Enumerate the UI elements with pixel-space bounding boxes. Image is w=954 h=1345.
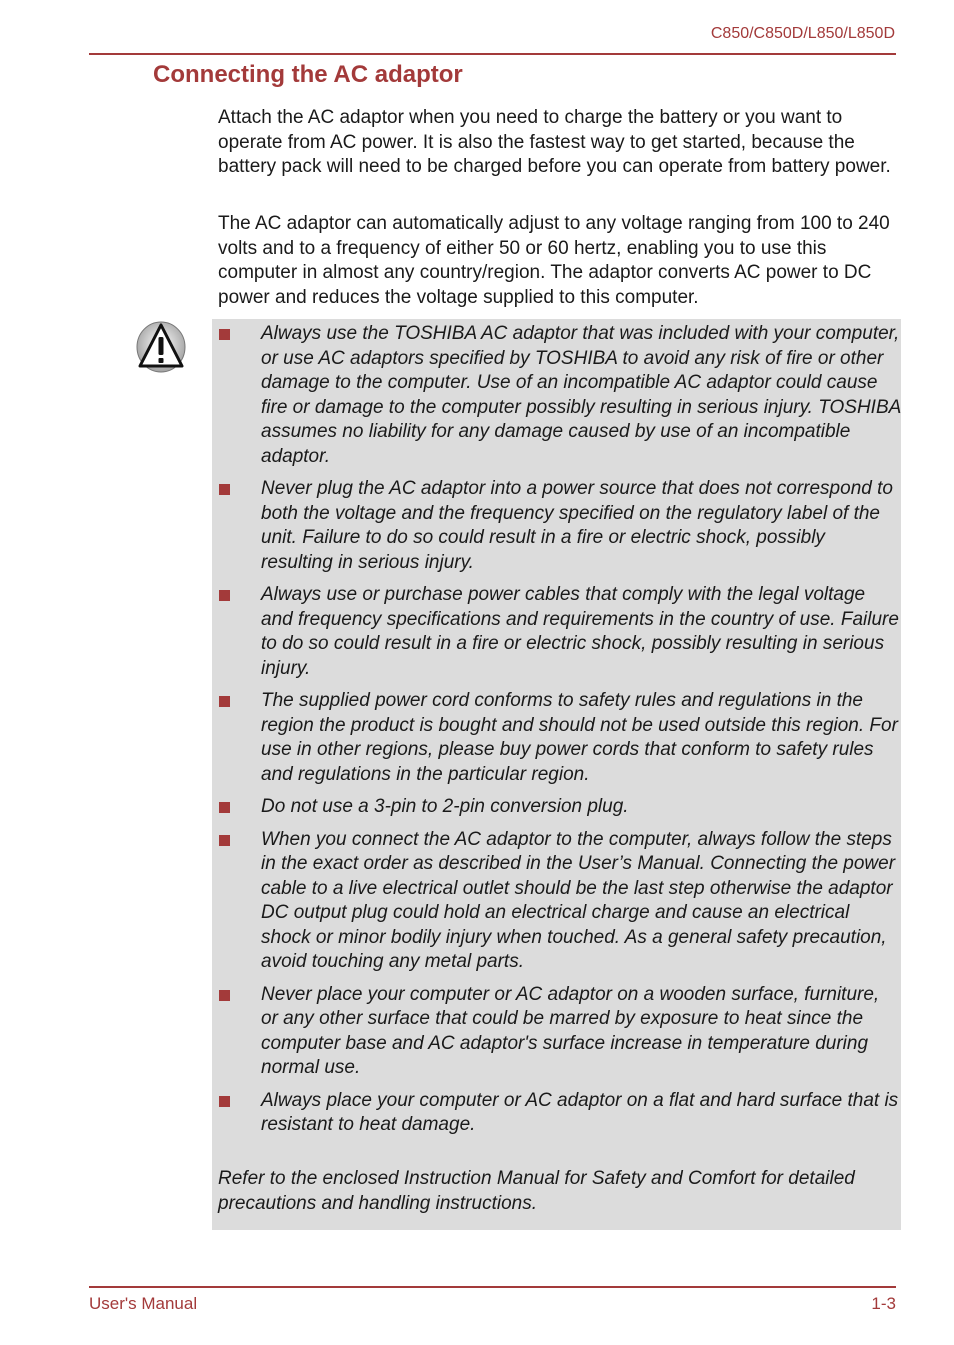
notice-item-text: When you connect the AC adaptor to the computer, always follow the steps in the exact order as described in the User’s Manual. Connecting the power cable to a live electrical outlet should be the last step otherwise the adaptor DC output plug could hold an electrical charge and cause an electrical shock or minor bodily injury when touched. As a general safety precaution, avoid touching any metal parts. — [261, 828, 896, 972]
bullet-square-icon — [219, 590, 230, 601]
intro-paragraph-1 — [218, 106, 898, 188]
footer-rule — [89, 1286, 896, 1288]
header-model-text: C850/C850D/L850/L850D — [710, 25, 895, 42]
section-title: Connecting the AC adaptor — [153, 61, 463, 88]
list-item — [212, 322, 901, 469]
paragraph-text: The AC adaptor can automatically adjust to any voltage ranging from 100 to 240 volts and to a frequency of either 50 or 60 hertz, enabling you to use this computer in almost any country/region. The adaptor converts AC power to DC power and reduces the voltage supplied to this computer. — [218, 213, 890, 308]
safety-notice-list — [212, 322, 901, 1146]
paragraph-text: Attach the AC adaptor when you need to charge the battery or you want to operate from AC power. It is also the fastest way to get started, because the battery pack will need to be charged before you can operate from battery power. — [218, 107, 891, 177]
notice-item-text: The supplied power cord conforms to safety rules and regulations in the region the product is bought and should not be used outside this region. For use in other regions, please buy power cords that conform to safety rules and regulations in the particular region. — [261, 690, 898, 785]
notice-item-text: Never place your computer or AC adaptor on a wooden surface, furniture, or any other surface that could be marred by exposure to heat since the computer base and AC adaptor's surface increase in temperature during normal use. — [261, 983, 880, 1078]
list-item — [212, 583, 901, 681]
notice-item-text: Always use the TOSHIBA AC adaptor that was included with your computer, or use AC adaptors specified by TOSHIBA to avoid any risk of fire or other damage to the computer. Use of an incompatible AC adaptor could cause fire or damage to the computer possibly resulting in serious injury. TOSHIBA assumes no liability for any damage caused by use of an incompatible adaptor. — [261, 323, 901, 467]
list-item — [212, 1089, 901, 1138]
list-item — [212, 983, 901, 1081]
bullet-square-icon — [219, 329, 230, 340]
list-item — [212, 477, 901, 575]
list-item — [212, 828, 901, 975]
warning-triangle-icon — [136, 320, 186, 374]
bullet-square-icon — [219, 1096, 230, 1107]
bullet-square-icon — [219, 802, 230, 813]
footer-manual-title: User's Manual — [89, 1294, 198, 1313]
bullet-square-icon — [219, 990, 230, 1001]
notice-item-text: Always use or purchase power cables that comply with the legal voltage and frequency specifications and requirements in the country of use. Failure to do so could result in a fire or electric shock, possibly resulting in serious injury. — [261, 584, 899, 679]
notice-item-text: Do not use a 3-pin to 2-pin conversion plug. — [261, 796, 629, 817]
list-item — [212, 689, 901, 787]
header-rule — [89, 53, 896, 55]
page-number: 1-3 — [871, 1294, 896, 1313]
notice-item-text: Never plug the AC adaptor into a power source that does not correspond to both the voltage and the frequency specified on the regulatory label of the unit. Failure to do so could result in a fire or electric shock, possibly resulting in serious injury. — [261, 478, 893, 573]
notice-closing-text: Refer to the enclosed Instruction Manual for Safety and Comfort for detailed precautions and handling instructions. — [218, 1168, 855, 1214]
bullet-square-icon — [219, 835, 230, 846]
safety-notice-box — [212, 319, 901, 1230]
list-item — [212, 795, 901, 820]
bullet-square-icon — [219, 484, 230, 495]
notice-item-text: Always place your computer or AC adaptor on a flat and hard surface that is resistant to heat damage. — [261, 1089, 899, 1135]
intro-paragraph-2 — [218, 212, 898, 318]
bullet-square-icon — [219, 696, 230, 707]
